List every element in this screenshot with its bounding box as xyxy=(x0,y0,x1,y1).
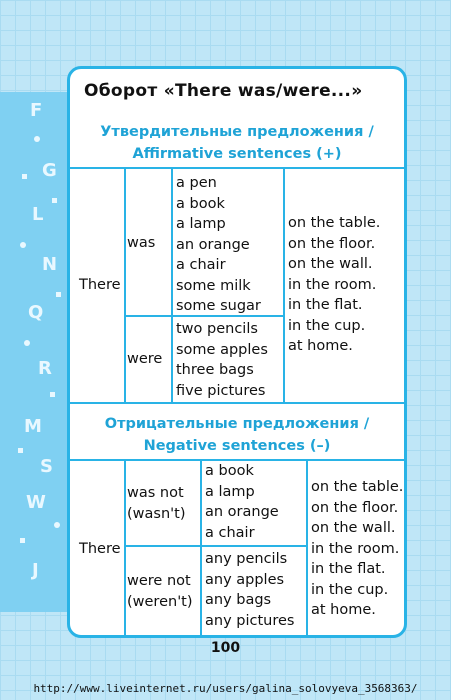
affirmative-heading-ru: Утвердительные предложения / xyxy=(100,124,374,140)
affirmative-was-label: was xyxy=(127,235,156,251)
alphabet-letter: Q xyxy=(28,302,44,323)
affirmative-heading-en: Affirmative sentences (+) xyxy=(132,146,342,162)
table-border xyxy=(306,459,308,638)
list-item: on the table. xyxy=(311,479,404,495)
list-item: a book xyxy=(205,463,254,479)
list-item: an orange xyxy=(205,504,279,520)
negative-subject: There xyxy=(79,541,121,557)
list-item: a chair xyxy=(205,524,255,541)
negative-heading-ru: Отрицательные предложения / xyxy=(104,416,370,432)
affirmative-places xyxy=(288,213,380,357)
decor-dot xyxy=(56,292,61,297)
list-item: any apples xyxy=(205,571,285,588)
alphabet-letter: S xyxy=(40,456,53,477)
list-item: a lamp xyxy=(205,483,255,500)
list-item: on the floor. xyxy=(311,499,399,516)
list-item: on the wall. xyxy=(288,256,373,272)
grammar-card xyxy=(67,66,407,638)
table-border xyxy=(124,459,126,638)
negative-heading-en: Negative sentences (–) xyxy=(143,438,331,454)
decorative-alphabet-strip xyxy=(0,92,70,612)
decor-dot xyxy=(54,522,60,528)
list-item: an orange xyxy=(176,236,250,253)
decor-dot xyxy=(52,198,57,203)
decor-dot xyxy=(22,174,27,179)
alphabet-letter: F xyxy=(30,100,43,121)
negative-was-items xyxy=(205,461,279,543)
list-item: a lamp xyxy=(176,216,226,232)
affirmative-heading xyxy=(70,121,404,165)
negative-were-label xyxy=(127,571,193,612)
label-line: was not xyxy=(127,485,184,501)
list-item: any bags xyxy=(205,592,272,608)
alphabet-letter: M xyxy=(24,416,42,437)
table-border xyxy=(171,167,173,403)
list-item: five pictures xyxy=(176,382,266,399)
list-item: at home. xyxy=(288,338,353,354)
list-item: a pen xyxy=(176,175,217,191)
alphabet-letter: J xyxy=(32,560,39,581)
list-item: two pencils xyxy=(176,321,258,337)
list-item: on the floor. xyxy=(288,235,376,252)
label-line: were not xyxy=(127,573,191,589)
alphabet-letter: N xyxy=(42,254,58,275)
negative-places xyxy=(311,477,403,621)
table-border xyxy=(200,459,202,638)
decor-dot xyxy=(20,538,25,543)
label-line: (weren't) xyxy=(127,593,193,610)
list-item: at home. xyxy=(311,602,376,618)
affirmative-was-items xyxy=(176,173,261,317)
table-border xyxy=(283,167,285,403)
list-item: three bags xyxy=(176,362,254,378)
list-item: some apples xyxy=(176,341,268,358)
list-item: in the room. xyxy=(311,540,400,557)
decor-dot xyxy=(34,136,40,142)
list-item: any pictures xyxy=(205,612,295,629)
decor-dot xyxy=(24,340,30,346)
alphabet-letter: L xyxy=(32,204,44,225)
decor-dot xyxy=(20,242,26,248)
table-border xyxy=(125,545,307,547)
alphabet-letter: W xyxy=(26,492,46,513)
alphabet-letter: R xyxy=(38,358,52,379)
list-item: in the cup. xyxy=(311,581,389,598)
list-item: some milk xyxy=(176,277,251,294)
decor-dot xyxy=(18,448,23,453)
affirmative-were-items xyxy=(176,319,268,401)
negative-were-items xyxy=(205,549,294,631)
label-line: (wasn't) xyxy=(127,505,186,522)
list-item: in the flat. xyxy=(311,561,386,577)
list-item: some sugar xyxy=(176,298,261,314)
list-item: in the room. xyxy=(288,276,377,293)
list-item: in the flat. xyxy=(288,297,363,313)
affirmative-subject: There xyxy=(79,277,121,293)
alphabet-letter: G xyxy=(42,160,57,181)
footer-url: http://www.liveinternet.ru/users/galina_solovyeva_3568363/ xyxy=(33,682,418,695)
table-border xyxy=(124,167,126,403)
negative-heading xyxy=(70,413,404,457)
list-item: on the table. xyxy=(288,215,381,231)
list-item: a chair xyxy=(176,257,226,273)
decor-dot xyxy=(50,392,55,397)
affirmative-were-label: were xyxy=(127,351,163,367)
list-item: any pencils xyxy=(205,551,288,567)
page-number: 100 xyxy=(210,640,241,656)
list-item: a book xyxy=(176,195,225,212)
list-item: on the wall. xyxy=(311,520,396,536)
page-title: Оборот «There was/were...» xyxy=(84,81,363,101)
negative-was-label xyxy=(127,483,185,524)
table-border xyxy=(70,402,407,404)
table-border xyxy=(70,167,407,169)
list-item: in the cup. xyxy=(288,317,366,334)
